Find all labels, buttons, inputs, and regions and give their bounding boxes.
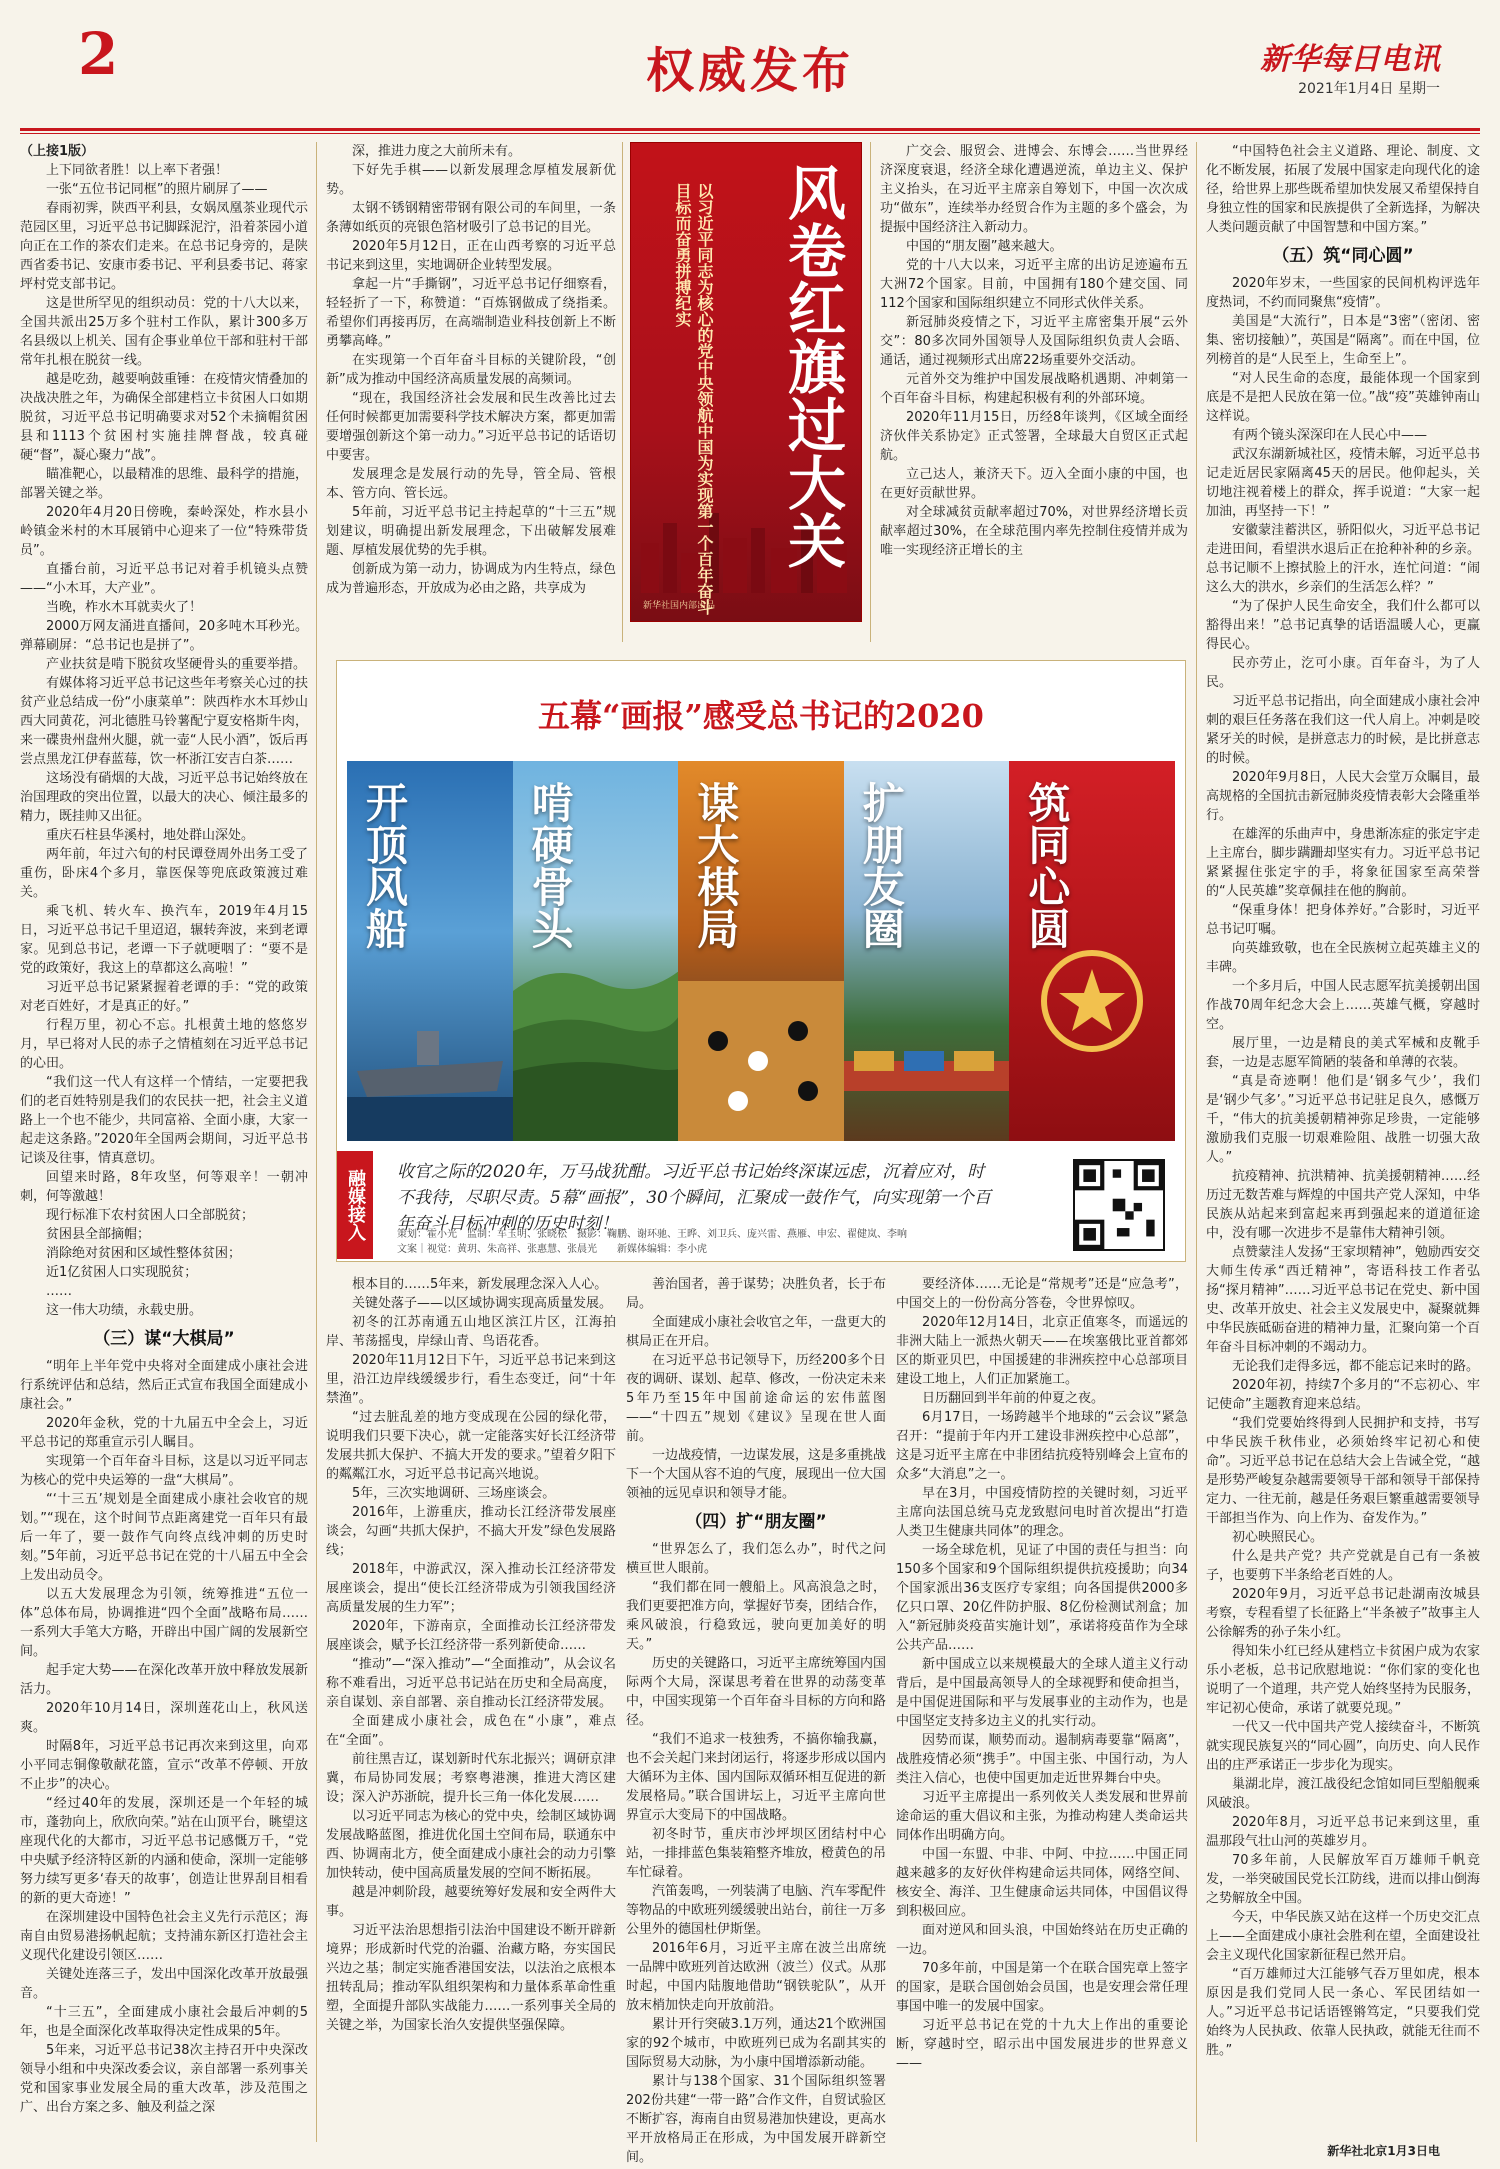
article-column-2-bottom: [326, 1275, 616, 2145]
paragraph: “明年上半年党中央将对全面建成小康社会进行系统评估和总结，然后正式宣布我国全面建成小康社会。”: [20, 1359, 308, 1412]
paragraph: 关键处连落三子，发出中国深化改革开放最强音。: [20, 1967, 308, 2001]
paragraph: 以习近平同志为核心的党中央，绘制区域协调发展战略蓝图，推进优化国土空间布局，联通东中西、协调南北方，使全面建成小康社会的动力引擎加快转动，使中国高质量发展的空间不断拓展。: [326, 1809, 616, 1881]
paragraph: “百万雄师过大江能够气吞万里如虎，根本原因是我们党同人民一条心、军民团结如一人。”习近平总书记话语铿锵笃定，“只要我们党始终为人民执政、依靠人民执政，就能无往而不胜。”: [1206, 1967, 1480, 2058]
paragraph: 习近平总书记在党的十九大上作出的重要论断，穿越时空，昭示出中国发展进步的世界意义——: [896, 2018, 1188, 2071]
paragraph: 前往黑吉辽，谋划新时代东北振兴；调研京津冀，布局协同发展；考察粤港澳，推进大湾区建设；深入沪苏浙皖，提升长三角一体化发展……: [326, 1752, 616, 1805]
paragraph: 发展理念是发展行动的先导，管全局、管根本、管方向、管长远。: [326, 467, 616, 501]
paragraph: 2020年9月，习近平总书记赴湖南汝城县考察，专程看望了长征路上“半条被子”故事主人公徐解秀的孙子朱小红。: [1206, 1587, 1480, 1640]
paragraph: 全面建成小康社会收官之年，一盘更大的棋局正在开启。: [626, 1315, 887, 1349]
paragraph: 瞄准靶心，以最精准的思维、最科学的措施，部署关键之举。: [20, 467, 308, 501]
column-divider: [1196, 142, 1197, 2142]
paragraph: 习近平法治思想指引法治中国建设不断开辟新境界；形成新时代党的治疆、治藏方略，夯实国民兴边之基；制定实施香港国安法，以法治之底根本扭转乱局；推动军队组织架构和力量体系革命性重塑，全面提升部队实战能力……一系列事关全局的关键之举，为国家长治久安提供坚强保障。: [326, 1923, 616, 2033]
paragraph: 现行标准下农村贫困人口全部脱贫；: [46, 1208, 255, 1223]
paragraph: 在雄浑的乐曲声中，身患渐冻症的张定宇走上主席台，脚步蹒跚却坚实有力。习近平总书记紧紧握住张定宇的手，将象征国家至高荣誉的“人民英雄”奖章佩挂在他的胸前。: [1206, 827, 1480, 899]
paragraph: 今天，中华民族又站在这样一个历史交汇点上——全面建成小康社会胜利在望，全面建设社会主义现代化国家新征程已然开启。: [1206, 1910, 1480, 1963]
paragraph: 产业扶贫是啃下脱贫攻坚硬骨头的重要举措。: [46, 657, 307, 672]
paragraph: 上下同欲者胜！以上率下者强！: [46, 163, 229, 178]
paragraph: 2020年金秋，党的十九届五中全会上，习近平总书记的郑重宣示引人瞩目。: [20, 1416, 308, 1450]
paragraph: 初冬时节，重庆市沙坪坝区团结村中心站，一排排蓝色集装箱整齐堆放，橙黄色的吊车忙碌着。: [626, 1827, 887, 1880]
subheading-3: （三）谋“大棋局”: [93, 1329, 235, 1349]
feature-panel-3: [678, 761, 844, 1141]
paragraph: 下好先手棋——以新发展理念厚植发展新优势。: [326, 163, 616, 197]
paragraph: 安徽蒙洼蓄洪区，骄阳似火，习近平总书记走进田间，看望洪水退后正在抢种补种的乡亲。总书记顺不上擦拭脸上的汗水，连忙问道：“闹这么大的洪水，乡亲们的生活怎么样？”: [1206, 523, 1480, 595]
paragraph: 5年，三次实地调研、三场座谈会。: [352, 1486, 556, 1501]
paragraph: 展厅里，一边是精良的美式军械和皮靴手套，一边是志愿军简陋的装备和单薄的衣装。: [1206, 1036, 1480, 1070]
page-number: 2: [78, 20, 119, 88]
subheading-5: （五）筑“同心圆”: [1272, 246, 1414, 266]
paragraph: 2020年11月12日下午，习近平总书记来到这里，沿江边岸线缓缓步行，看生态变迁，问“十年禁渔”。: [326, 1353, 616, 1406]
subheading-4: （四）扩“朋友圈”: [685, 1512, 827, 1532]
paragraph: 点赞蒙洼人发扬“王家坝精神”，勉励西安交大师生传承“西迁精神”，寄语科技工作者弘扬“探月精神”……习近平总书记在党史、新中国史、改革开放史、社会主义发展史中，凝聚就舞中华民族砥砺奋进的精神力量，汇聚向第一个百年奋斗目标冲刺的不竭动力。: [1206, 1245, 1480, 1355]
paragraph: 实现第一个百年奋斗目标，这是以习近平同志为核心的党中央运筹的一盘“大棋局”。: [20, 1454, 308, 1488]
paragraph: “现在，我国经济社会发展和民生改善比过去任何时候都更加需要科学技术解决方案，都更加需要增强创新这个第一动力。”习近平总书记的话语切中要害。: [326, 391, 616, 463]
column-divider: [316, 142, 317, 2142]
paragraph: 2020年10月14日，深圳莲花山上，秋风送爽。: [20, 1701, 308, 1735]
article-column-3-bottom: [626, 1275, 887, 2165]
panel-title-1: 开顶风船: [360, 781, 409, 949]
feature-poster: [630, 142, 862, 622]
paragraph: 2016年6月，习近平主席在波兰出席统一品牌中欧班列首达欧洲（波兰）仪式。从那时起，中国内陆腹地借助“钢铁驼队”，从开放末梢加快走向开放前沿。: [626, 1941, 887, 2013]
paragraph: 巢湖北岸，渡江战役纪念馆如同巨型船舰乘风破浪。: [1206, 1777, 1480, 1811]
paragraph: 美国是“大流行”，日本是“3密”（密闭、密集、密切接触）”，英国是“隔离”。而在中国，位列榜首的是“人民至上，生命至上”。: [1206, 314, 1480, 367]
paragraph: 拿起一片“手撕钢”，习近平总书记仔细察看，轻轻折了一下，称赞道：“百炼钢做成了绕指柔。希望你们再接再厉，在高端制造业科技创新上不断勇攀高峰。”: [326, 277, 616, 349]
paragraph: 在习近平总书记领导下，历经200多个日夜的调研、谋划、起草、修改，一份决定未来5年乃至15年中国前途命运的宏伟蓝图——“十四五”规划《建议》呈现在世人面前。: [626, 1353, 887, 1444]
paragraph: 武汉东湖新城社区，疫情未解，习近平总书记走近居民家隔离45天的居民。他仰起头，关切地注视着楼上的群众，挥手说道：“大家一起加油，再坚持一下！”: [1206, 447, 1480, 519]
paragraph: ……: [46, 1284, 72, 1299]
poster-subtitle: 以习近平同志为核心的党中央领航中国为实现第一个百年奋斗目标而奋勇拼搏纪实: [673, 183, 714, 615]
paragraph: 消除绝对贫困和区域性整体贫困；: [46, 1246, 242, 1261]
paragraph: 2020年12月14日，北京正值寒冬，而遥远的非洲大陆上一派热火朝天——在埃塞俄比亚首都郊区的斯亚贝巴，中国援建的非洲疾控中心总部项目建设工地上，人们正加紧施工。: [896, 1315, 1188, 1387]
paragraph: 春雨初霁，陕西平利县，女娲凤凰茶业现代示范园区里，习近平总书记脚踩泥泞，沿着茶园小道向正在工作的茶农们走来。在总书记身旁的，是陕西省委书记、安康市委书记、平利县委书记、蒋家坪村党支部书记。: [20, 201, 308, 292]
paragraph: 因势而谋，顺势而动。遏制病毒要靠“隔离”，战胜疫情必须“携手”。中国主张、中国行动，为人类注入信心，也使中国更加走近世界舞台中央。: [896, 1733, 1188, 1786]
paragraph: “我们党要始终得到人民拥护和支持，书写中华民族千秋伟业，必须始终牢记初心和使命”。习近平总书记在总结大会上告诫全党，“越是形势严峻复杂越需要领导干部和领导干部保持定力、一往无前，越是任务艰巨繁重越需要领导干部担当作为、向上作为、奋发作为。”: [1206, 1416, 1480, 1526]
paragraph: 2020年初，持续7个多月的“不忘初心、牢记使命”主题教育迎来总结。: [1206, 1378, 1480, 1412]
paragraph: 对全球减贫贡献率超过70%，对世界经济增长贡献率超过30%，在全球范围内率先控制住疫情并成为唯一实现经济正增长的主: [880, 505, 1188, 558]
paragraph: 直播台前，习近平总书记对着手机镜头点赞——“小木耳，大产业”。: [20, 562, 308, 596]
feature-credits: [397, 1227, 1017, 1257]
paragraph: 近1亿贫困人口实现脱贫；: [46, 1265, 198, 1280]
paragraph: 累计与138个国家、31个国际组织签署202份共建“一带一路”合作文件，自贸试验区不断扩容，海南自由贸易港加快建设，更高水平开放格局正在形成，为中国发展开辟新空间。: [626, 2074, 887, 2165]
paragraph: 立己达人，兼济天下。迈入全面小康的中国，也在更好贡献世界。: [880, 467, 1188, 501]
feature-intro: 收官之际的2020年，万马战犹酣。习近平总书记始终深谋远虑，沉着应对，时不我待，尽职尽责。5幕“画报”，30个瞬间，汇聚成一鼓作气，向实现第一个百年奋斗目标冲刺的历史时刻！: [397, 1162, 991, 1234]
media-label: 融媒接入: [337, 1151, 373, 1259]
paragraph: 一代又一代中国共产党人接续奋斗，不断筑就实现民族复兴的“同心圆”，向历史、向人民作出的庄严承诺正一步步化为现实。: [1206, 1720, 1480, 1773]
paragraph: 得知朱小红已经从建档立卡贫困户成为农家乐小老板，总书记欣慰地说：“你们家的变化也说明了一个道理，共产党人始终坚持为民服务，牢记初心使命，承诺了就要兑现。”: [1206, 1644, 1480, 1716]
paragraph: 元首外交为维护中国发展战略机遇期、冲刺第一个百年奋斗目标，构建起积极有利的外部环境。: [880, 372, 1188, 406]
paragraph: 重庆石柱县华溪村，地处群山深处。: [46, 828, 255, 843]
paragraph: 面对逆风和回头浪，中国始终站在历史正确的一边。: [896, 1923, 1188, 1957]
poster-title-text: 风卷红旗过大关: [778, 163, 846, 569]
article-column-3b-bottom: [896, 1275, 1188, 2145]
paragraph: “经过40年的发展，深圳还是一个年轻的城市，蓬勃向上，欣欣向荣。”站在山顶平台，眺望这座现代化的大都市，习近平总书记感慨万千，“党中央赋予经济特区新的内涵和使命，深圳一定能够努力续写更多‘春天的故事’，创造让世界刮目相看的新的更大奇迹！”: [20, 1796, 308, 1906]
paragraph: 时隔8年，习近平总书记再次来到这里，向邓小平同志铜像敬献花篮，宣示“改革不停顿、开放不止步”的决心。: [20, 1739, 308, 1792]
panel-title-2: 啃硬骨头: [525, 781, 575, 949]
paragraph: 汽笛轰鸣，一列装满了电脑、汽车零配件等物品的中欧班列缓缓驶出站台，前往一万多公里外的德国杜伊斯堡。: [626, 1884, 887, 1937]
paragraph: 在深圳建设中国特色社会主义先行示范区；海南自由贸易港扬帆起航；支持浦东新区打造社会主义现代化建设引领区……: [20, 1910, 308, 1963]
poster-publisher: 新华社国内部出品: [643, 601, 716, 611]
paragraph: 累计开行突破3.1万列，通达21个欧洲国家的92个城市，中欧班列已成为名副其实的国际贸易大动脉，为小康中国增添新动能。: [626, 2017, 886, 2070]
paragraph: “我们这一代人有这样一个情结，一定要把我们的老百姓特别是我们的农民扶一把，社会主义道路上一个也不能少，共同富裕、全面小康，大家一起走这条路。”2020年全国两会期间，习近平总书记谈及往事，情真意切。: [20, 1075, 308, 1166]
article-column-2-top: [326, 142, 616, 642]
panel-title-5: 筑同心圆: [1022, 781, 1072, 949]
article-column-3-top: [880, 142, 1188, 642]
paragraph: 2020年11月15日，历经8年谈判，《区域全面经济伙伴关系协定》正式签署，全球最大自贸区正式起航。: [880, 410, 1188, 463]
paragraph: 2020年4月20日傍晚，秦岭深处，柞水县小岭镇金米村的木耳展销中心迎来了一位“特殊带货员”。: [20, 505, 308, 558]
paragraph: 5年来，习近平总书记38次主持召开中央深改领导小组和中央深改委会议，亲自部署一系列事关党和国家事业发展全局的重大改革，涉及范围之广、出台方案之多、触及利益之深: [20, 2043, 308, 2115]
paragraph: 2020年岁末，一些国家的民间机构评选年度热词，不约而同聚焦“疫情”。: [1206, 276, 1480, 310]
paragraph: 这是世所罕见的组织动员：党的十八大以来，全国共派出25万多个驻村工作队，累计300多万名县级以上机关、国有企事业单位干部和驻村干部常年扎根在脱贫一线。: [20, 296, 308, 368]
paragraph: 党的十八大以来，习近平主席的出访足迹遍布五大洲72个国家。目前，中国拥有180个建交国、同112个国家和国际组织建立不同形式伙伴关系。: [880, 258, 1188, 311]
qr-code-icon[interactable]: [1073, 1159, 1165, 1251]
paragraph: 根本目的……5年来，新发展理念深入人心。: [352, 1277, 608, 1292]
paragraph: 历史的关键路口，习近平主席统筹国内国际两个大局，深谋思考着在世界的动荡变革中，中国实现第一个百年奋斗目标的方向和路径。: [626, 1656, 887, 1728]
paragraph: 2018年，中游武汉，深入推动长江经济带发展座谈会，提出“使长江经济带成为引领我国经济高质量发展的生力军”；: [326, 1562, 616, 1615]
paragraph: 中国的“朋友圈”越来越大。: [906, 239, 1063, 254]
paragraph: “世界怎么了，我们怎么办”，时代之问横亘世人眼前。: [626, 1542, 886, 1576]
paragraph: 乘飞机、转火车、换汽车，2019年4月15日，习近平总书记千里迢迢，辗转奔波，来到老谭家。见到总书记，老谭一下子就哽咽了：“要不是党的政策好，我这上的草都这么高啦！”: [20, 904, 308, 976]
paragraph: 2016年，上游重庆，推动长江经济带发展座谈会，勾画“共抓大保护，不搞大开发”绿色发展路线；: [326, 1505, 616, 1558]
paragraph: 向英雄致敬，也在全民族树立起英雄主义的丰碑。: [1206, 941, 1480, 975]
paragraph: 有媒体将习近平总书记这些年考察关心过的扶贫产业总结成一份“小康菜单”：陕西柞水木耳炒山西大同黄花，河北德胜马铃薯配宁夏安格斯牛肉，来一碟贵州盘州火腿，就一壶“人民小酒”，饭后再尝点黑龙江伊春蓝莓，饮一杯浙江安吉白茶……: [20, 676, 308, 767]
paragraph: 这场没有硝烟的大战，习近平总书记始终放在治国理政的突出位置，以最大的决心、倾注最多的精力，既挂帅又出征。: [20, 771, 308, 824]
feature-panel-4: [844, 761, 1010, 1141]
paragraph: 创新成为第一动力，协调成为内生特点，绿色成为普遍形态，开放成为必由之路，共享成为: [326, 562, 616, 596]
paragraph: 一张“五位书记同框”的照片刷屏了——: [46, 182, 268, 197]
paragraph: “十三五”，全面建成小康社会最后冲刺的5年，也是全面深化改革取得决定性成果的5年。: [20, 2005, 308, 2039]
paper-date: 2021年1月4日 星期一: [1298, 81, 1440, 97]
paragraph: 善治国者，善于谋势；决胜负者，长于布局。: [626, 1277, 887, 1311]
panel-title-4: 扩朋友圈: [856, 781, 906, 949]
feature-panel-2: [513, 761, 679, 1141]
paragraph: 初冬的江苏南通五山地区滨江片区，江海拍岸、苇荡摇曳，岸绿山青、鸟语花香。: [326, 1315, 616, 1349]
paragraph: 6月17日，一场跨越半个地球的“云会议”紧急召开：“提前于年内开工建设非洲疾控中心总部”，这是习近平主席在中非团结抗疫特别峰会上宣布的众多“大消息”之一。: [896, 1410, 1188, 1482]
paragraph: 早在3月，中国疫情防控的关键时刻，习近平主席向法国总统马克龙致慰问电时首次提出“打造人类卫生健康共同体”的理念。: [896, 1486, 1188, 1539]
paragraph: 回望来时路，8年攻坚，何等艰辛！一朝冲刺，何等激越！: [20, 1170, 308, 1204]
paragraph: 习近平总书记指出，向全面建成小康社会冲刺的艰巨任务落在我们这一代人肩上。冲刺是咬紧牙关的时候，是拼意志力的时候，是比拼意志的时候。: [1206, 694, 1480, 766]
paragraph: 中国一东盟、中非、中阿、中拉……中国正同越来越多的友好伙伴构建命运共同体，网络空间、核安全、海洋、卫生健康命运共同体，中国倡议得到积极回应。: [896, 1847, 1188, 1919]
article-column-1: [20, 142, 308, 2142]
paragraph: 越是吃劲，越要响鼓重锤：在疫情灾情叠加的决战决胜之年，为确保全部建档立卡贫困人口如期脱贫，习近平总书记明确要求对52个未摘帽贫困县和1113个贫困村实施挂牌督战，较真碰硬“督”，凝心聚力“战”。: [20, 372, 308, 463]
paragraph: “中国特色社会主义道路、理论、制度、文化不断发展，拓展了发展中国家走向现代化的途径，给世界上那些既希望加快发展又希望保持自身独立性的国家和民族提供了全新选择，为解决人类问题贡献了中国智慧和中国方案。”: [1206, 144, 1480, 235]
credits-line-1: 策划：霍小光 监制：车玉明、张晓松 摄影：鞠鹏、谢环驰、王晔、刘卫兵、庞兴雷、燕雁、申宏、翟健岚、李响: [397, 1229, 907, 1240]
paragraph: “我们不追求一枝独秀，不搞你输我赢，也不会关起门来封闭运行，将逐步形成以国内大循环为主体、国内国际双循环相互促进的新发展格局。”联合国讲坛上，习近平主席向世界宣示大变局下的中国战略。: [626, 1732, 887, 1823]
paragraph: 贫困县全部摘帽；: [46, 1227, 151, 1242]
paragraph: 这一伟大功绩，永载史册。: [46, 1303, 203, 1318]
paragraph: 在实现第一个百年奋斗目标的关键阶段，“创新”成为推动中国经济高质量发展的高频词。: [326, 353, 616, 387]
paragraph: 初心映照民心。: [1232, 1530, 1324, 1545]
paragraph: 一场全球危机，见证了中国的责任与担当：向150多个国家和9个国际组织提供抗疫援助；向34个国家派出36支医疗专家组；向各国提供2000多亿只口罩、20亿件防护服、8亿份检测试剂盒；加入“新冠肺炎疫苗实施计划”，承诺将疫苗作为全球公共产品……: [896, 1543, 1188, 1653]
paragraph: 有两个镜头深深印在人民心中——: [1232, 428, 1428, 443]
paragraph: 越是冲刺阶段，越要统筹好发展和安全两件大事。: [326, 1885, 616, 1919]
paragraph: 当晚，柞水木耳就卖火了！: [46, 600, 203, 615]
paper-name: 新华每日电讯: [1260, 42, 1440, 77]
feature-title: 五幕“画报”感受总书记的2020: [538, 697, 984, 735]
header-rule: [20, 128, 1480, 131]
header-rule-thin: [20, 133, 1480, 134]
paragraph: 2020年5月12日，正在山西考察的习近平总书记来到这里，实地调研企业转型发展。: [326, 239, 616, 273]
paragraph: 新冠肺炎疫情之下，习近平主席密集开展“云外交”：80多次同外国领导人及国际组织负责人会晤、通话，通过视频形式出席22场重要外交活动。: [880, 315, 1188, 368]
paragraph: 70多年前，人民解放军百万雄师千帆竞发，一举突破国民党长江防线，进而以排山倒海之势解放全中国。: [1206, 1853, 1480, 1906]
paragraph: 新中国成立以来规模最大的全球人道主义行动背后，是中国最高领导人的全球视野和使命担当，是中国促进国际和平与发展事业的主动作为，也是中国坚定支持多边主义的扎实行动。: [896, 1657, 1188, 1729]
paragraph: 行程万里，初心不忘。扎根黄土地的悠悠岁月，早已将对人民的赤子之情植刻在习近平总书记的心田。: [20, 1018, 308, 1071]
paragraph: 广交会、服贸会、进博会、东博会……当世界经济深度衰退，经济全球化遭遇逆流，单边主义、保护主义抬头，在习近平主席亲自筹划下，中国一次次成功“做东”，连续举办经贸合作为主题的多个盛会，为提振中国经济注入新动力。: [880, 144, 1188, 235]
paragraph: “保重身体！把身体养好。”合影时，习近平总书记叮嘱。: [1206, 903, 1480, 937]
poster-title: [778, 163, 846, 569]
paragraph: 什么是共产党？共产党就是自己有一条被子，也要剪下半条给老百姓的人。: [1206, 1549, 1480, 1583]
paragraph: 关键处落子——以区域协调实现高质量发展。: [352, 1296, 613, 1311]
paragraph: 2000万网友涌进直播间，20多吨木耳秒光。弹幕刷屏：“总书记也是拼了”。: [20, 619, 308, 653]
panel-title-3: 谋大棋局: [691, 781, 741, 949]
page-header: [0, 0, 1500, 120]
byline: 新华社北京1月3日电: [1327, 2144, 1440, 2158]
paragraph: 2020年9月8日，人民大会堂万众瞩目，最高规格的全国抗击新冠肺炎疫情表彰大会隆重举行。: [1206, 770, 1480, 823]
paragraph: 要经济体……无论是“常规考”还是“应急考”，中国交上的一份份高分答卷，令世界惊叹。: [896, 1277, 1188, 1311]
paragraph: 以五大发展理念为引领，统筹推进“五位一体”总体布局，协调推进“四个全面”战略布局……一系列大手笔大方略，开辟出中国广阔的发展新空间。: [20, 1587, 308, 1659]
paragraph: 2020年8月，习近平总书记来到这里，重温那段气壮山河的英雄岁月。: [1206, 1815, 1480, 1849]
paragraph: 2020年，下游南京，全面推动长江经济带发展座谈会，赋予长江经济带一系列新使命……: [326, 1619, 616, 1653]
paragraph: “推动”—“深入推动”—“全面推动”，从会议名称不难看出，习近平总书记站在历史和全局高度，亲自谋划、亲自部署、亲自推动长江经济带发展。: [326, 1657, 616, 1710]
paragraph: “‘十三五’规划是全面建成小康社会收官的规划。”“现在，这个时间节点距离建党一百年只有最后一年了，要一鼓作气向终点线冲刺的历史时刻。”5年前，习近平总书记在党的十八届五中全会上发出动员令。: [20, 1492, 308, 1583]
paragraph: “过去脏乱差的地方变成现在公园的绿化带，说明我们只要下决心，就一定能落实好长江经济带发展共抓大保护、不搞大开发的要求。”望着夕阳下的粼粼江水，习近平总书记高兴地说。: [326, 1410, 616, 1482]
feature-panel-5: [1009, 761, 1175, 1141]
paragraph: 两年前，年过六旬的村民谭登周外出务工受了重伤，卧床4个多月，靠医保等兜底政策渡过难关。: [20, 847, 308, 900]
paragraph: 5年前，习近平总书记主持起草的“十三五”规划建议，明确提出新发展理念，下出破解发展难题、厚植发展优势的先手棋。: [326, 505, 616, 558]
paragraph: “为了保护人民生命安全，我们什么都可以豁得出来！”总书记真挚的话语温暖人心，更赢得民心。: [1206, 599, 1480, 652]
paragraph: 70多年前，中国是第一个在联合国宪章上签字的国家，是联合国创始会员国，也是安理会常任理事国中唯一的发展中国家。: [896, 1961, 1188, 2014]
section-title: 权威发布: [645, 43, 854, 99]
column-divider: [870, 142, 871, 642]
paragraph: 一边战疫情，一边谋发展，这是多重挑战下一个大国从容不迫的气度，展现出一位大国领袖的远见卓识和领导才能。: [626, 1448, 887, 1501]
paragraph: “真是奇迹啊！他们是‘钢多气少’，我们是‘钢少气多’。”习近平总书记驻足良久，感慨万千，“伟大的抗美援朝精神弥足珍贵，一定能够激励我们克服一切艰难险阻、战胜一切强大敌人。”: [1206, 1074, 1480, 1165]
credits-line-2: 文案｜视觉：黄玥、朱高祥、张惠慧、张晨光 新媒体编辑：李小虎: [397, 1244, 707, 1255]
paragraph: 全面建成小康社会，成色在“小康”，难点在“全面”。: [326, 1714, 616, 1748]
paragraph: 习近平总书记紧紧握着老谭的手：“党的政策对老百姓好，才是真正的好。”: [20, 980, 308, 1014]
column-divider: [622, 142, 623, 642]
paragraph: 民亦劳止，汔可小康。百年奋斗，为了人民。: [1206, 656, 1480, 690]
paragraph: 起手定大势——在深化改革开放中释放发展新活力。: [20, 1663, 308, 1697]
feature-panels: [347, 761, 1175, 1141]
feature-panel: [336, 660, 1186, 1262]
continued-note: （上接1版）: [20, 144, 95, 159]
paragraph: 深，推进力度之大前所未有。: [352, 144, 522, 159]
paragraph: 抗疫精神、抗洪精神、抗美援朝精神……经历过无数苦难与辉煌的中国共产党人深知，中华民族从站起来到富起来再到强起来的道道征途中，没有哪一次进步不是靠伟大精神引领。: [1206, 1169, 1480, 1241]
paragraph: “我们都在同一艘船上。风高浪急之时，我们更要把准方向，掌握好节奏，团结合作，乘风破浪，行稳致远，驶向更加美好的明天。”: [626, 1580, 887, 1652]
paragraph: “对人民生命的态度，最能体现一个国家到底是不是把人民放在第一位。”战“疫”英雄钟南山这样说。: [1206, 371, 1480, 424]
paragraph: 日历翻回到半年前的仲夏之夜。: [922, 1391, 1105, 1406]
paragraph: 习近平主席提出一系列攸关人类发展和世界前途命运的重大倡议和主张，为推动构建人类命运共同体作出明确方向。: [896, 1790, 1188, 1843]
paragraph: 一个多月后，中国人民志愿军抗美援朝出国作战70周年纪念大会上……英雄气概，穿越时空。: [1206, 979, 1480, 1032]
paragraph: 无论我们走得多远，都不能忘记来时的路。: [1232, 1359, 1480, 1374]
paragraph: 太钢不锈钢精密带钢有限公司的车间里，一条条薄如纸页的亮银色箔材吸引了总书记的目光。: [326, 201, 616, 235]
article-column-4: [1206, 142, 1480, 2132]
feature-panel-1: [347, 761, 513, 1141]
